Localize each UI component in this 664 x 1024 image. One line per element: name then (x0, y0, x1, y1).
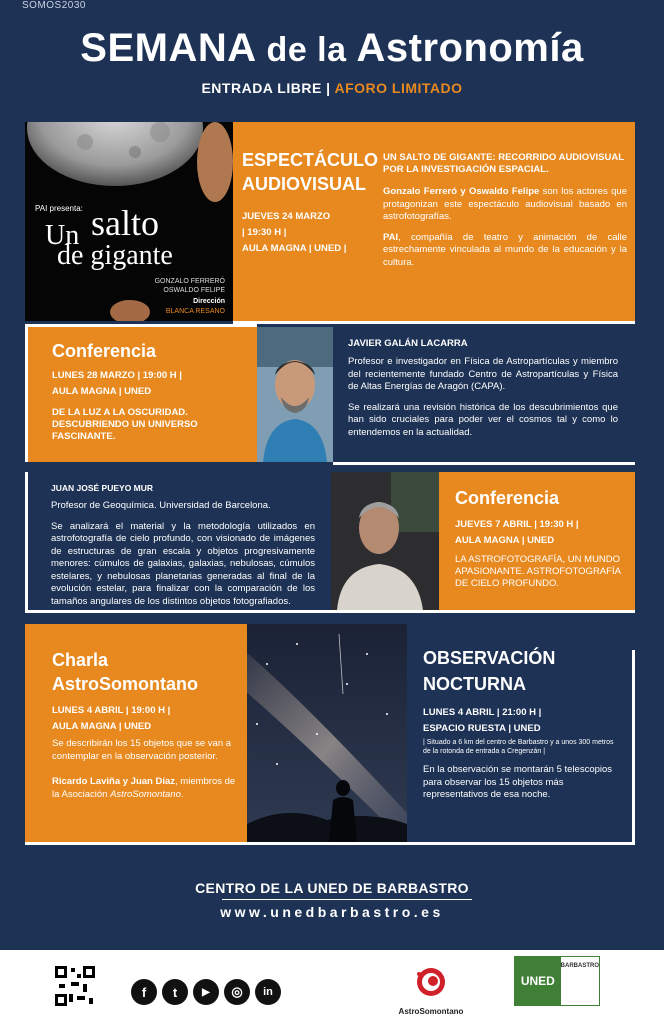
show-place: AULA MAGNA | UNED | (242, 243, 347, 254)
talk-title-line2: AstroSomontano (52, 674, 198, 694)
show-heading: UN SALTO DE GIGANTE: RECORRIDO AUDIOVISUAL POR LA INVESTIGACIÓN ESPACIAL. (383, 152, 624, 175)
talk-text: Se describirán los 15 objetos que se van a contemplar en la observación posterior. (52, 738, 232, 762)
uned-website-link[interactable]: www.unedbarbastro.es (220, 904, 444, 920)
title-astronomia: Astronomía (356, 26, 584, 70)
access-info (0, 80, 664, 96)
show-panel (233, 122, 635, 321)
night-frame-right (632, 650, 635, 845)
footer-divider (222, 899, 472, 900)
conf2-place: AULA MAGNA | UNED (455, 535, 555, 546)
conf2-topic: LA ASTROFOTOGRAFÍA, UN MUNDO APASIONANTE. ASTROFOTOGRAFÍA DE CIELO PROFUNDO. (455, 554, 621, 589)
poster-direction-label: Dirección (193, 298, 225, 305)
show-frame-bottom (233, 321, 635, 324)
night-title-line2: NOCTURNA (423, 674, 526, 694)
night-sky-photo (247, 624, 407, 842)
footer-logos-bar (0, 950, 664, 1024)
speaker1-portrait-icon (257, 327, 333, 462)
conf2-speaker: JUAN JOSÉ PUEYO MUR (51, 483, 154, 493)
talk-panel (25, 624, 247, 842)
conf1-speaker-photo (257, 327, 333, 462)
capacity-label: AFORO LIMITADO (334, 80, 463, 96)
show-description (383, 152, 627, 269)
night-date-time: LUNES 4 ABRIL | 21:00 H | (423, 707, 542, 718)
uned-logo-mark: UNED (515, 957, 561, 1005)
linkedin-icon[interactable]: in (255, 979, 281, 1005)
conf1-frame-right-top (333, 462, 635, 465)
conf2-speaker-photo (331, 472, 439, 610)
show-company-name: PAI (383, 231, 399, 243)
night-text: En la observación se montarán 5 telescopios para observar los 15 objetos más representativos de esa noche. (423, 764, 613, 800)
poster-title-gigante: de gigante (57, 240, 173, 271)
facebook-icon[interactable]: f (131, 979, 157, 1005)
show-company-paragraph (383, 232, 627, 270)
talk-speaker-text: , miembros de la Asociación (52, 776, 236, 800)
astrosomontano-logo-text: AstroSomontano (398, 1007, 464, 1016)
section4-frame-bottom (25, 842, 635, 845)
conf2-bio: Profesor de Geoquímica. Universidad de Barcelona. (51, 500, 271, 511)
astrosomontano-logo (395, 962, 467, 1018)
poster-presenter: PAI presenta: (35, 204, 83, 213)
night-place: ESPACIO RUESTA | UNED (423, 723, 541, 734)
talk-date-time: LUNES 4 ABRIL | 19:00 H | (52, 705, 171, 716)
show-actors-text: son los actores que protagonizan este espectáculo audiovisual basado en astrofotografías. (383, 186, 627, 222)
conf1-info (348, 338, 618, 439)
show-poster-image (25, 122, 233, 321)
talk-speakers (52, 776, 242, 801)
milky-way-icon (247, 624, 407, 842)
instagram-icon[interactable]: ◎ (224, 979, 250, 1005)
title-de-la: de la (256, 31, 357, 69)
conf2-date-time: JUEVES 7 ABRIL | 19:30 H | (455, 519, 579, 530)
conf2-info (51, 482, 315, 608)
uned-logo-sub: BARBASTRO (560, 963, 599, 969)
night-panel (407, 624, 635, 842)
poster-title-un: Un (45, 220, 80, 251)
poster-title-salto: salto (91, 203, 159, 243)
talk-period: . (180, 788, 184, 800)
talk-assoc: AstroSomontano (110, 788, 181, 800)
speaker2-portrait-icon (331, 472, 439, 610)
title-semana: SEMANA (80, 26, 257, 70)
show-title-line1: ESPECTÁCULO (242, 150, 379, 170)
page-title (0, 26, 664, 71)
conf2-frame-left (25, 472, 28, 613)
social-icons (131, 979, 281, 1005)
conf1-bio: Profesor e investigador en Física de Astropartículas y miembro del recientemente fundado Centro de Astropartículas y Física de Altas Energías de Aragón (CAPA). (348, 356, 618, 392)
conf1-topic: DE LA LUZ A LA OSCURIDAD. DESCUBRIENDO UN UNIVERSO FASCINANTE. (52, 407, 198, 442)
conf2-panel (439, 472, 635, 610)
youtube-icon[interactable]: ▶ (193, 979, 219, 1005)
talk-title-line1: Charla (52, 650, 109, 670)
night-title-line1: OBSERVACIÓN (423, 648, 556, 668)
qr-code-icon[interactable] (55, 966, 95, 1006)
show-actors-paragraph (383, 186, 627, 224)
show-date: JUEVES 24 MARZO (242, 211, 331, 222)
conf1-panel (28, 327, 257, 462)
uned-logo (514, 956, 600, 1006)
uned-center-name: CENTRO DE LA UNED DE BARBASTRO (195, 880, 469, 896)
poster-director: BLANCA RESANO (165, 308, 225, 315)
conf2-title: Conferencia (455, 488, 560, 508)
poster-actor-2: OSWALDO FELIPE (163, 287, 225, 294)
twitter-icon[interactable]: t (162, 979, 188, 1005)
conf2-frame-bottom (25, 610, 635, 613)
talk-place: AULA MAGNA | UNED (52, 721, 152, 732)
conf2-summary: Se analizará el material y la metodología utilizados en astrofotografía de cielo profundo, con visionado de imágenes de estructuras de gran escala y objetos progresivamente menores: cúmulos de galaxias, galaxias, nebulosas, cúmulos estelares, y nebulosas planetarias generadas al final de la evolución estelar, para finalizar con la comparación de los tamaños angulares de los distintos objetos fotografiados. (51, 520, 315, 607)
conf1-summary: Se realizará una revisión histórica de los descubrimientos que han sido cruciales para poder ver el cosmos tal y como lo entendemos en la actualidad. (348, 401, 618, 438)
conf1-date-time: LUNES 28 MARZO | 19:00 H | (52, 370, 182, 381)
poster-actor-1: GONZALO FERRERÓ (154, 278, 225, 285)
brand-tag: SOMOS2030 (22, 0, 86, 11)
entry-label: ENTRADA LIBRE (201, 80, 322, 96)
talk-speaker-names: Ricardo Laviña y Juan Díaz (52, 776, 176, 787)
access-separator: | (321, 80, 335, 96)
conf1-title: Conferencia (52, 341, 157, 361)
show-company-text: , compañía de teatro y animación de calle estrechamente vinculada al mundo de la educación y la cultura. (383, 231, 627, 268)
night-location-note: | Situado a 6 km del centro de Barbastro y a unos 300 metros de la rotonda de entrada a Cregenzán | (423, 739, 614, 755)
show-time: | 19:30 H | (242, 227, 287, 238)
show-title-line2: AUDIOVISUAL (242, 174, 367, 194)
astrosomontano-spiral-icon (395, 962, 467, 1002)
conf1-speaker: JAVIER GALÁN LACARRA (348, 338, 468, 349)
show-actors-names: Gonzalo Ferreró y Oswaldo Felipe (383, 186, 540, 197)
conf1-place: AULA MAGNA | UNED (52, 386, 152, 397)
